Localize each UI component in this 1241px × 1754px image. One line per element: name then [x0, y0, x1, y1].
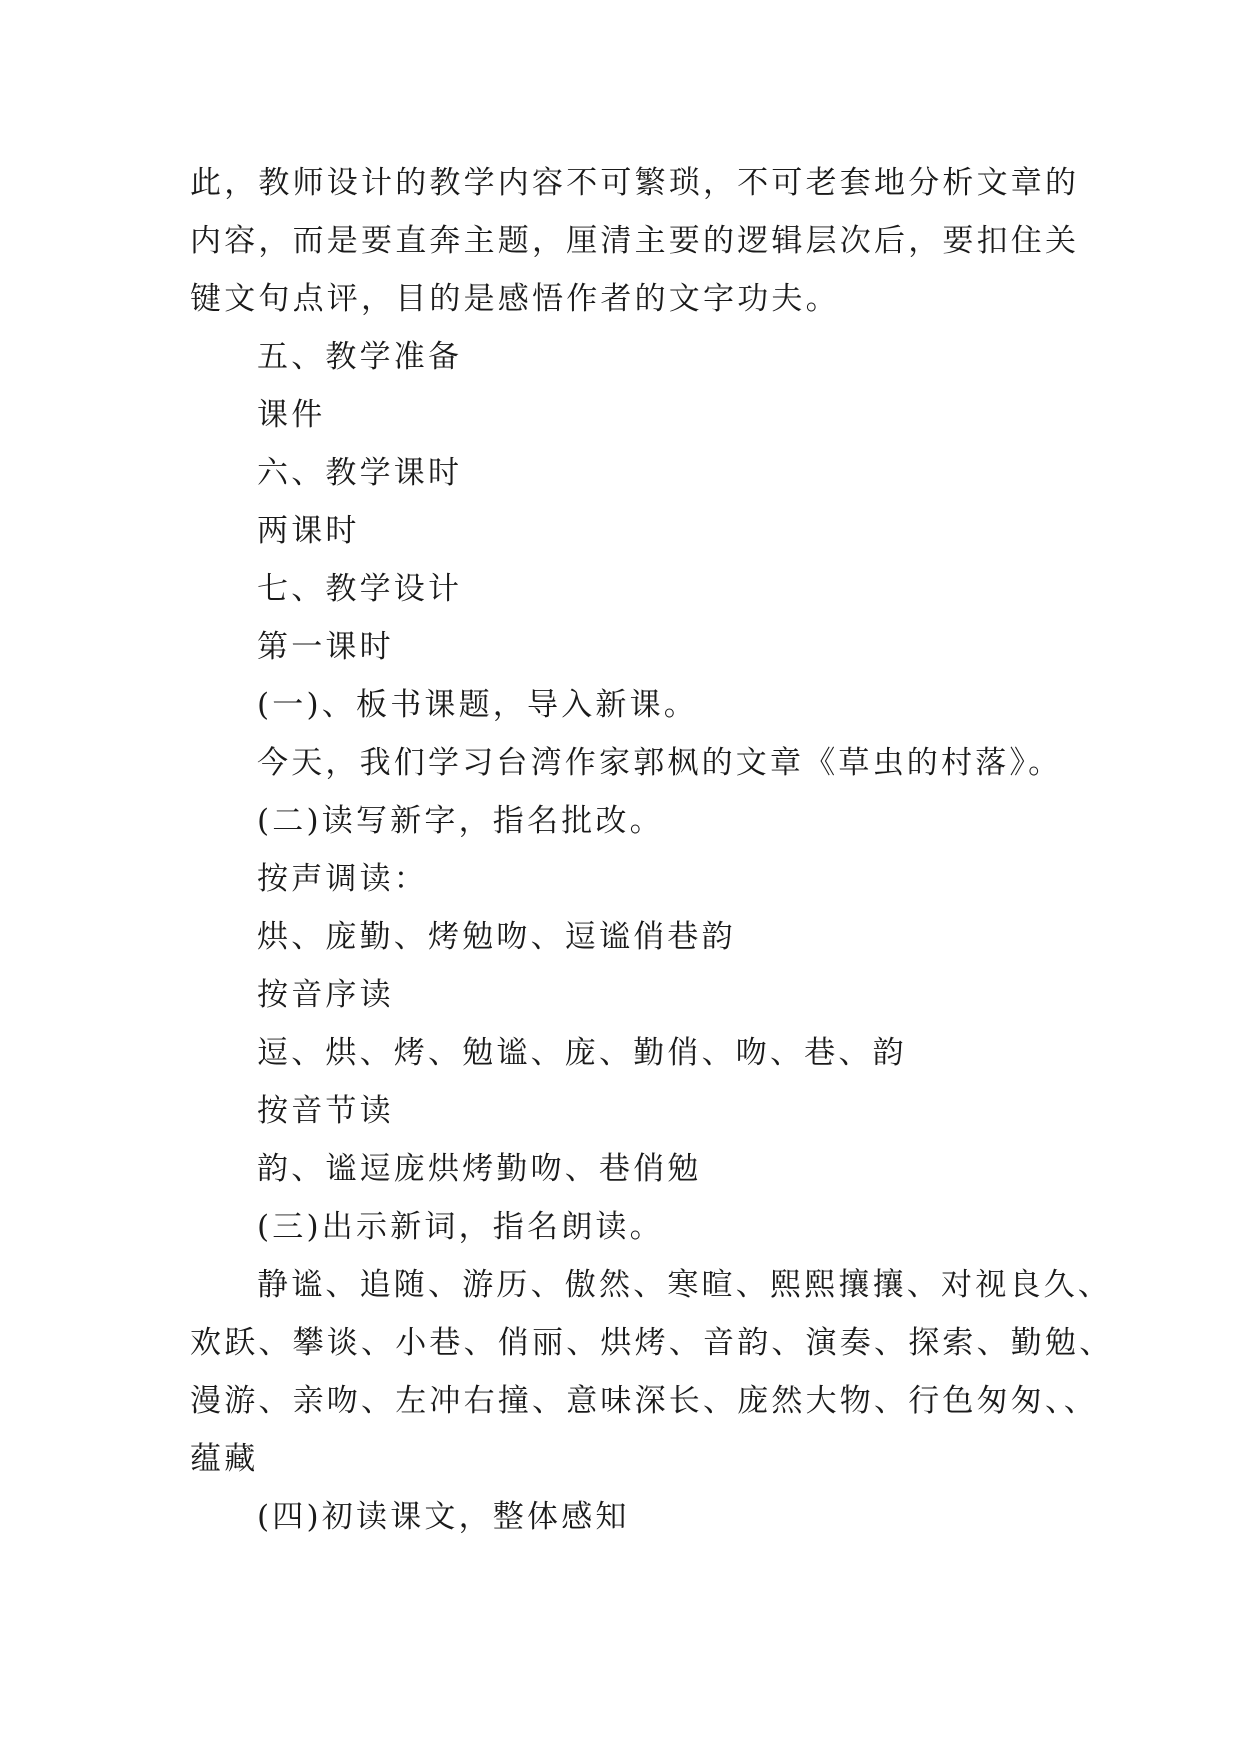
paragraph-line: 内容，而是要直奔主题，厘清主要的逻辑层次后，要扣住关	[190, 223, 1080, 259]
paragraph-line: 课件	[257, 397, 326, 433]
paragraph-line: 逗、烘、烤、勉谧、庞、勤俏、吻、巷、韵	[257, 1035, 907, 1071]
paragraph-line: 按音节读	[257, 1093, 394, 1129]
paragraph-line: 韵、谧逗庞烘烤勤吻、巷俏勉	[257, 1151, 702, 1187]
document-body	[190, 154, 1114, 1546]
section-heading: 五、教学准备	[257, 339, 463, 375]
paragraph-line: 烘、庞勤、烤勉吻、逗谧俏巷韵	[257, 919, 736, 955]
paragraph-line: 按音序读	[257, 977, 394, 1013]
step-heading: (一)、板书课题，导入新课。	[257, 687, 698, 723]
paragraph-line: 漫游、亲吻、左冲右撞、意味深长、庞然大物、行色匆匆、、	[190, 1383, 1098, 1419]
step-heading: (四)初读课文，整体感知	[257, 1499, 630, 1535]
paragraph-line: 今天，我们学习台湾作家郭枫的文章《草虫的村落》。	[257, 745, 1063, 781]
section-heading: 六、教学课时	[257, 455, 463, 491]
paragraph-line: 此，教师设计的教学内容不可繁琐，不可老套地分析文章的	[190, 165, 1080, 201]
paragraph-line: 两课时	[257, 513, 360, 549]
paragraph-line: 按声调读：	[257, 861, 428, 897]
paragraph-line: 蕴藏	[190, 1441, 259, 1477]
section-heading: 七、教学设计	[257, 571, 463, 607]
paragraph-line: 静谧、追随、游历、傲然、寒暄、熙熙攘攘、对视良久、	[257, 1267, 1112, 1303]
paragraph-line: 欢跃、攀谈、小巷、俏丽、烘烤、音韵、演奏、探索、勤勉、	[190, 1325, 1114, 1361]
subsection-heading: 第一课时	[257, 629, 394, 665]
step-heading: (三)出示新词，指名朗读。	[257, 1209, 664, 1245]
paragraph-line: 键文句点评，目的是感悟作者的文字功夫。	[190, 281, 840, 317]
step-heading: (二)读写新字，指名批改。	[257, 803, 664, 839]
